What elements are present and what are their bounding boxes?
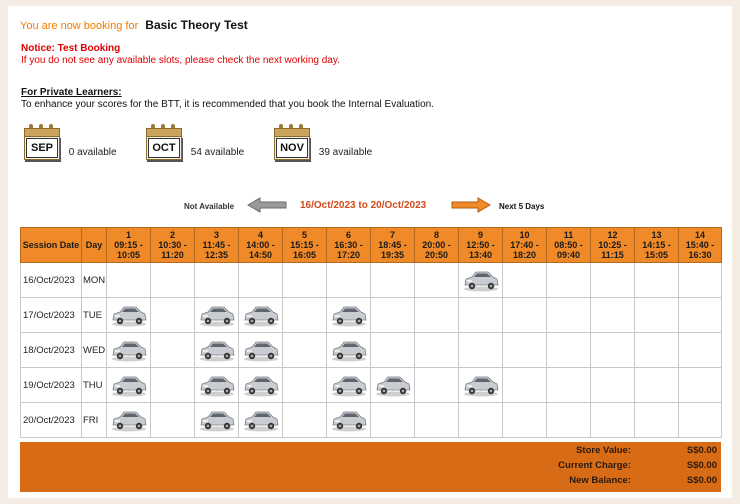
empty-slot xyxy=(107,263,151,298)
table-row xyxy=(21,368,722,403)
available-slot[interactable] xyxy=(107,403,151,438)
empty-slot xyxy=(415,368,459,403)
car-icon[interactable] xyxy=(374,372,412,398)
header-day: Day xyxy=(82,228,107,263)
private-heading: For Private Learners: xyxy=(21,87,122,98)
booking-prefix: You are now booking for xyxy=(20,20,139,32)
available-slot[interactable] xyxy=(239,333,283,368)
day-cell: THU xyxy=(82,368,107,403)
available-slot[interactable] xyxy=(195,298,239,333)
session-number: 12 xyxy=(607,230,618,240)
empty-slot xyxy=(371,298,415,333)
month-sep[interactable] xyxy=(22,124,117,160)
session-time: 10:30 - 11:20 xyxy=(158,240,187,260)
empty-slot xyxy=(151,333,195,368)
session-date-cell: 17/Oct/2023 xyxy=(21,298,82,333)
empty-slot xyxy=(503,263,547,298)
available-slot[interactable] xyxy=(327,298,371,333)
available-slot[interactable] xyxy=(107,333,151,368)
session-number: 8 xyxy=(433,230,439,240)
month-nov[interactable] xyxy=(272,124,373,160)
empty-slot xyxy=(591,333,635,368)
empty-slot xyxy=(459,333,503,368)
empty-slot xyxy=(283,263,327,298)
session-date-cell: 20/Oct/2023 xyxy=(21,403,82,438)
header-session-9 xyxy=(459,228,503,263)
header-session-8 xyxy=(415,228,459,263)
session-number: 13 xyxy=(651,230,662,240)
table-row xyxy=(21,403,722,438)
calendar-icon[interactable] xyxy=(144,124,182,160)
calendar-icon[interactable] xyxy=(22,124,60,160)
empty-slot xyxy=(151,403,195,438)
available-slot[interactable] xyxy=(195,333,239,368)
session-time: 20:00 - 20:50 xyxy=(422,240,451,260)
available-slot[interactable] xyxy=(327,333,371,368)
available-slot[interactable] xyxy=(459,263,503,298)
session-number: 14 xyxy=(694,230,705,240)
available-slot[interactable] xyxy=(459,368,503,403)
car-icon[interactable] xyxy=(242,407,280,433)
next-arrow-icon[interactable] xyxy=(448,196,492,214)
header-session-3 xyxy=(195,228,239,263)
session-time: 17:40 - 18:20 xyxy=(510,240,539,260)
new-balance-amount: S$0.00 xyxy=(686,475,717,486)
private-text: To enhance your scores for the BTT, it is recommended that you book the Internal Evaluation. xyxy=(21,99,435,110)
empty-slot xyxy=(371,403,415,438)
current-charge-amount: S$0.00 xyxy=(686,460,717,471)
header-session-6 xyxy=(327,228,371,263)
car-icon[interactable] xyxy=(330,372,368,398)
empty-slot xyxy=(503,403,547,438)
header-session-10 xyxy=(503,228,547,263)
empty-slot xyxy=(679,333,722,368)
header-session-5 xyxy=(283,228,327,263)
session-number: 3 xyxy=(213,230,219,240)
header-session-2 xyxy=(151,228,195,263)
session-time: 12:50 - 13:40 xyxy=(466,240,495,260)
empty-slot xyxy=(591,403,635,438)
current-charge-label: Current Charge: xyxy=(558,460,631,471)
car-icon[interactable] xyxy=(198,302,236,328)
empty-slot xyxy=(679,263,722,298)
empty-slot xyxy=(679,368,722,403)
empty-slot xyxy=(503,298,547,333)
header-session-1 xyxy=(107,228,151,263)
car-icon[interactable] xyxy=(110,337,148,363)
balance-footer xyxy=(20,442,721,492)
header-session-11 xyxy=(547,228,591,263)
empty-slot xyxy=(591,368,635,403)
empty-slot xyxy=(503,368,547,403)
session-time: 08:50 - 09:40 xyxy=(554,240,583,260)
session-number: 5 xyxy=(301,230,307,240)
car-icon[interactable] xyxy=(110,407,148,433)
month-label: OCT xyxy=(148,138,180,158)
month-available: 54 available xyxy=(190,147,245,158)
private-learners-block xyxy=(21,87,434,111)
session-number: 2 xyxy=(169,230,175,240)
session-time: 10:25 - 11:15 xyxy=(598,240,627,260)
available-slot[interactable] xyxy=(195,403,239,438)
empty-slot xyxy=(283,298,327,333)
empty-slot xyxy=(151,298,195,333)
notice-heading: Notice: Test Booking xyxy=(21,43,121,54)
session-time: 14:00 - 14:50 xyxy=(246,240,275,260)
car-icon[interactable] xyxy=(198,337,236,363)
header-session-14 xyxy=(679,228,722,263)
session-number: 4 xyxy=(257,230,263,240)
empty-slot xyxy=(635,403,679,438)
available-slot[interactable] xyxy=(327,403,371,438)
month-available: 39 available xyxy=(318,147,373,158)
empty-slot xyxy=(415,333,459,368)
session-number: 11 xyxy=(563,230,574,240)
empty-slot xyxy=(459,298,503,333)
car-icon[interactable] xyxy=(330,302,368,328)
session-table xyxy=(20,227,722,438)
empty-slot xyxy=(459,403,503,438)
date-range: 16/Oct/2023 to 20/Oct/2023 xyxy=(300,200,427,211)
session-number: 9 xyxy=(477,230,483,240)
car-icon[interactable] xyxy=(242,337,280,363)
empty-slot xyxy=(547,263,591,298)
header-session-12 xyxy=(591,228,635,263)
booking-title: Basic Theory Test xyxy=(145,18,248,32)
prev-label: Not Available xyxy=(184,202,235,211)
session-number: 7 xyxy=(389,230,395,240)
table-row xyxy=(21,263,722,298)
empty-slot xyxy=(635,298,679,333)
available-slot[interactable] xyxy=(195,368,239,403)
session-time: 11:45 - 12:35 xyxy=(202,240,231,260)
empty-slot xyxy=(591,263,635,298)
session-time: 09:15 - 10:05 xyxy=(114,240,143,260)
month-oct[interactable] xyxy=(144,124,245,160)
day-cell: TUE xyxy=(82,298,107,333)
session-number: 6 xyxy=(345,230,351,240)
car-icon[interactable] xyxy=(242,372,280,398)
header-session-13 xyxy=(635,228,679,263)
header-session-date: Session Date xyxy=(21,228,82,263)
empty-slot xyxy=(239,263,283,298)
empty-slot xyxy=(283,333,327,368)
car-icon[interactable] xyxy=(330,337,368,363)
booking-page xyxy=(8,6,732,498)
empty-slot xyxy=(371,333,415,368)
empty-slot xyxy=(635,368,679,403)
empty-slot xyxy=(283,403,327,438)
empty-slot xyxy=(283,368,327,403)
available-slot[interactable] xyxy=(107,368,151,403)
available-slot[interactable] xyxy=(239,298,283,333)
empty-slot xyxy=(547,368,591,403)
day-cell: FRI xyxy=(82,403,107,438)
available-slot[interactable] xyxy=(371,368,415,403)
car-icon[interactable] xyxy=(330,407,368,433)
new-balance-label: New Balance: xyxy=(569,475,631,486)
table-row xyxy=(21,298,722,333)
session-number: 1 xyxy=(125,230,131,240)
header-session-4 xyxy=(239,228,283,263)
empty-slot xyxy=(503,333,547,368)
empty-slot xyxy=(635,263,679,298)
empty-slot xyxy=(635,333,679,368)
empty-slot xyxy=(547,333,591,368)
empty-slot xyxy=(679,298,722,333)
day-cell: MON xyxy=(82,263,107,298)
store-value-label: Store Value: xyxy=(576,445,631,456)
available-slot[interactable] xyxy=(107,298,151,333)
session-number: 10 xyxy=(519,230,530,240)
session-date-cell: 19/Oct/2023 xyxy=(21,368,82,403)
available-slot[interactable] xyxy=(239,403,283,438)
prev-arrow-icon xyxy=(246,196,290,214)
session-time: 15:15 - 16:05 xyxy=(290,240,319,260)
table-header-row xyxy=(21,228,722,263)
empty-slot xyxy=(371,263,415,298)
car-icon[interactable] xyxy=(198,372,236,398)
session-date-cell: 16/Oct/2023 xyxy=(21,263,82,298)
booking-header xyxy=(20,18,248,32)
day-cell: WED xyxy=(82,333,107,368)
car-icon[interactable] xyxy=(462,267,500,293)
session-time: 18:45 - 19:35 xyxy=(378,240,407,260)
car-icon[interactable] xyxy=(110,302,148,328)
month-label: SEP xyxy=(26,138,58,158)
empty-slot xyxy=(195,263,239,298)
session-date-cell: 18/Oct/2023 xyxy=(21,333,82,368)
empty-slot xyxy=(327,263,371,298)
next-5-days-link[interactable]: Next 5 Days xyxy=(499,202,545,211)
car-icon[interactable] xyxy=(110,372,148,398)
session-time: 15:40 - 16:30 xyxy=(685,240,715,260)
empty-slot xyxy=(591,298,635,333)
car-icon[interactable] xyxy=(198,407,236,433)
session-time: 14:15 - 15:05 xyxy=(642,240,671,260)
store-value-amount: S$0.00 xyxy=(686,445,717,456)
empty-slot xyxy=(415,403,459,438)
table-row xyxy=(21,333,722,368)
empty-slot xyxy=(679,403,722,438)
month-label: NOV xyxy=(276,138,308,158)
available-slot[interactable] xyxy=(239,368,283,403)
empty-slot xyxy=(547,403,591,438)
empty-slot xyxy=(151,368,195,403)
header-session-7 xyxy=(371,228,415,263)
car-icon[interactable] xyxy=(462,372,500,398)
notice-block xyxy=(21,43,340,67)
notice-text: If you do not see any available slots, please check the next working day. xyxy=(21,55,340,66)
car-icon[interactable] xyxy=(242,302,280,328)
empty-slot xyxy=(415,298,459,333)
empty-slot xyxy=(151,263,195,298)
month-available: 0 available xyxy=(68,147,117,158)
empty-slot xyxy=(547,298,591,333)
calendar-icon[interactable] xyxy=(272,124,310,160)
available-slot[interactable] xyxy=(327,368,371,403)
empty-slot xyxy=(415,263,459,298)
session-time: 16:30 - 17:20 xyxy=(334,240,363,260)
